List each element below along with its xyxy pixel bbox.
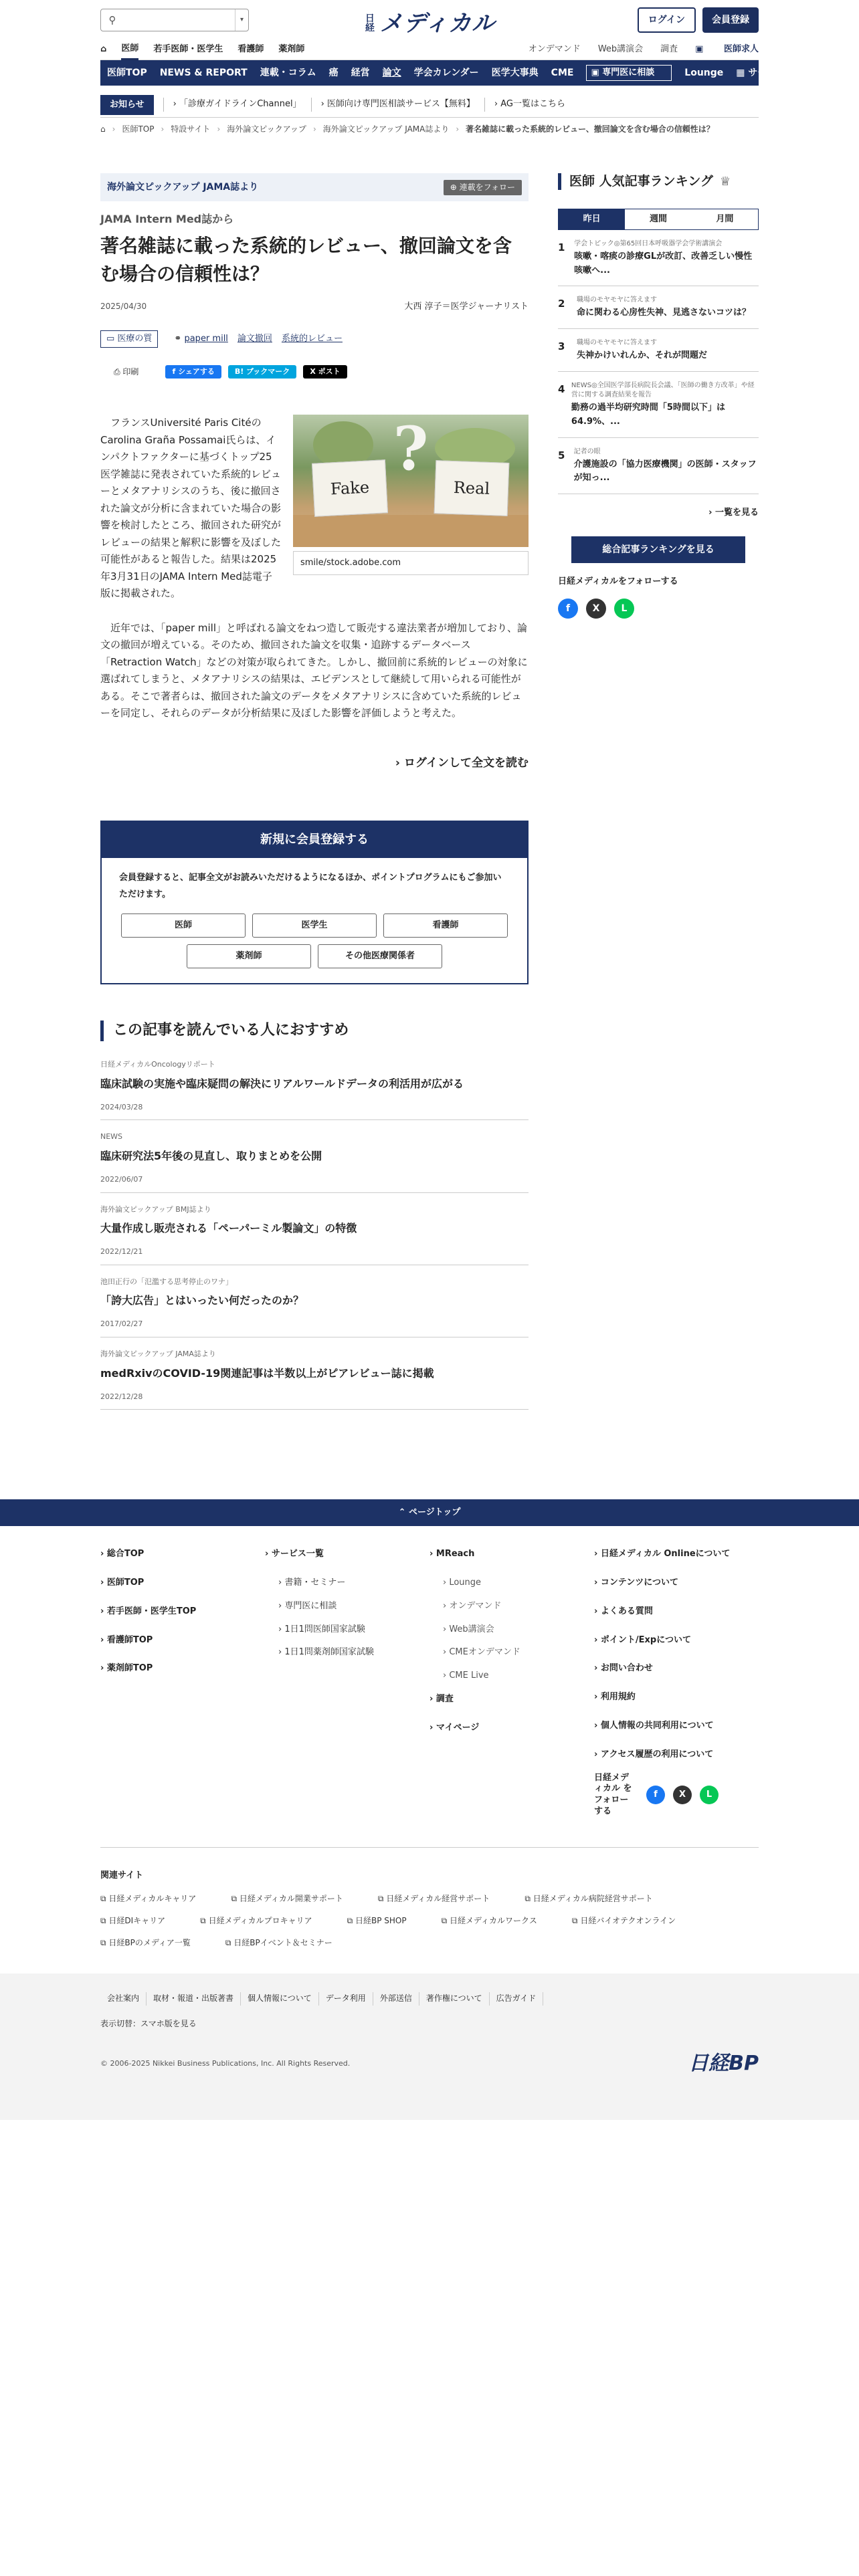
- search-icon[interactable]: ⚲: [108, 14, 116, 26]
- display-switch[interactable]: 表示切替：スマホ版を見る: [100, 2018, 197, 2028]
- notice-label: お知らせ: [100, 95, 154, 115]
- related-link[interactable]: ⧉ 日経メディカル病院経営サポート: [524, 1893, 653, 1903]
- ranking-tabs: [558, 209, 759, 230]
- nav2-cancer[interactable]: 癌: [328, 67, 339, 78]
- footer-link[interactable]: › 若手医師・医学生TOP: [100, 1606, 197, 1616]
- register-student-button[interactable]: 医学生: [252, 914, 377, 938]
- logo-nikkei: 日経: [365, 13, 375, 34]
- top-bar: [100, 0, 759, 40]
- follow-series-button[interactable]: ⊕ 連載をフォロー: [444, 180, 522, 195]
- nav2-column[interactable]: 連載・コラム: [260, 67, 316, 78]
- ranking-item[interactable]: [558, 230, 759, 287]
- recommend-item[interactable]: [100, 1348, 529, 1410]
- footer-link[interactable]: › 看護師TOP: [100, 1634, 153, 1645]
- facebook-icon[interactable]: f: [558, 599, 578, 619]
- related-link[interactable]: ⧉ 日経メディカル経営サポート: [377, 1893, 490, 1903]
- footer-sublink[interactable]: › CME Live: [443, 1671, 489, 1681]
- notice-text: 医師向け専門医相談サービス【無料】: [326, 99, 475, 110]
- footer-link[interactable]: › よくある質問: [594, 1606, 653, 1616]
- ranking-sidebar: [558, 173, 759, 1420]
- search-input[interactable]: [124, 10, 235, 30]
- bottom-link[interactable]: 取材・報道・出版著書: [147, 1992, 241, 2005]
- nav-pharmacist[interactable]: 薬剤師: [278, 44, 305, 55]
- notice-item[interactable]: › AG一覧はこちら: [484, 98, 565, 112]
- series-title[interactable]: 海外論文ピックアップ JAMA誌より: [107, 181, 259, 193]
- register-pharmacist-button[interactable]: 薬剤師: [187, 944, 311, 968]
- rank-number: 3: [558, 340, 565, 353]
- read-more-label: ログインして全文を読む: [403, 756, 529, 770]
- crumb-home[interactable]: ⌂: [100, 124, 106, 134]
- article-source: JAMA Intern Med誌から: [100, 213, 234, 226]
- login-read-more-link[interactable]: › ログインして全文を読む: [395, 756, 529, 770]
- recommend-category: 日経メディカルOncologyリポート: [100, 1060, 215, 1069]
- footer-link[interactable]: › ポイント/Expについて: [594, 1634, 691, 1645]
- rank-number: 4: [558, 383, 565, 396]
- nav2-management[interactable]: 経営: [351, 67, 370, 78]
- x-post-button[interactable]: X ポスト: [303, 365, 347, 379]
- facebook-icon[interactable]: f: [646, 1786, 665, 1804]
- ranking-title: 医師 人気記事ランキング: [569, 174, 714, 189]
- notice-item[interactable]: › 医師向け専門医相談サービス【無料】: [311, 98, 475, 112]
- nav2-papers[interactable]: 論文: [382, 67, 401, 78]
- related-link[interactable]: ⧉ 日経DIキャリア: [100, 1916, 166, 1926]
- article-body: [100, 415, 529, 722]
- recommend-list: [100, 1059, 529, 1410]
- related-sites: [100, 1847, 759, 1959]
- nav2-consult[interactable]: ▣ 専門医に相談: [586, 65, 672, 82]
- nav2-doctor-top[interactable]: 医師TOP: [107, 67, 147, 78]
- article-paragraph: フランスUniversité Paris CitéのCarolina Graña Possamai氏らは、インパクトファクターに基づくトップ25医学雑誌に発表されていた系統的レビューとメタアナリシスのうち、後に撤回された論文が分析に含まれていた場合の影響を検討したところ、撤回された研究がレビューの結果と解釈に影響を及ぼした可能性があると報告した。結果は2025年3月31日のJAMA Intern Med誌電子版に掲載された。: [100, 417, 282, 600]
- footer-col-3: [430, 1547, 594, 1832]
- nav-web-lecture[interactable]: Web講演会: [597, 44, 644, 55]
- related-link[interactable]: ⧉ 日経メディカルキャリア: [100, 1893, 197, 1903]
- real-card: Real: [434, 460, 510, 516]
- notice-text: AG一覧はこちら: [500, 99, 566, 110]
- crumb-current: 著名雑誌に載った系統的レビュー、撤回論文を含む場合の信頼性は？: [466, 124, 714, 134]
- crown-icon: ♕: [720, 174, 731, 189]
- home-icon[interactable]: ⌂: [100, 44, 107, 55]
- share-bar: [100, 365, 529, 379]
- recommend-date: 2017/02/27: [100, 1319, 143, 1329]
- footer-sublink[interactable]: › 1日1問薬剤師国家試験: [278, 1647, 374, 1658]
- notice-text: 「診療ガイドラインChannel」: [179, 99, 302, 110]
- recommend-date: 2024/03/28: [100, 1102, 143, 1111]
- x-icon[interactable]: X: [586, 599, 606, 619]
- print-label: 印刷: [122, 366, 139, 377]
- recommend-title[interactable]: medRxivのCOVID-19関連記事は半数以上がピアレビュー誌に掲載: [100, 1366, 434, 1380]
- footer-sns: [594, 1773, 759, 1818]
- footer-sublink[interactable]: › 専門医に相談: [278, 1600, 337, 1611]
- footer-link[interactable]: › お問い合わせ: [594, 1663, 653, 1674]
- crumb-item[interactable]: 海外論文ピックアップ: [227, 124, 306, 134]
- related-link[interactable]: ⧉ 日経メディカル開業サポート: [231, 1893, 343, 1903]
- recommend-date: 2022/06/07: [100, 1175, 143, 1184]
- footer-sublink[interactable]: › CMEオンデマンド: [443, 1647, 520, 1658]
- footer-sublink[interactable]: › Web講演会: [443, 1624, 494, 1634]
- rank-category: 学会トピック◎第65回日本呼吸器学会学術講演会: [574, 239, 723, 247]
- footer-link[interactable]: › 利用規約: [594, 1692, 636, 1703]
- rank-title[interactable]: 介護施設の「協力医療機関」の医師・スタッフが知っ...: [573, 459, 757, 484]
- recommend-category: NEWS: [100, 1132, 123, 1142]
- ranking-item[interactable]: [558, 329, 759, 372]
- follow-label: 連載をフォロー: [459, 182, 515, 192]
- nav-ondemand[interactable]: オンデマンド: [528, 44, 581, 55]
- notice-bar: [100, 92, 759, 118]
- recommend-category: 池田正行の「氾濫する思考停止のワナ」: [100, 1277, 233, 1286]
- article-title: 著名雑誌に載った系統的レビュー、撤回論文を含む場合の信頼性は？: [100, 234, 512, 285]
- fake-card: Fake: [312, 460, 388, 518]
- search-box[interactable]: [100, 9, 249, 31]
- bottom-link[interactable]: 広告ガイド: [490, 1992, 544, 2005]
- page-top-label: ページトップ: [409, 1507, 461, 1518]
- crumb-item[interactable]: 特設サイト: [171, 124, 211, 134]
- register-button[interactable]: 会員登録: [702, 7, 759, 33]
- notice-item[interactable]: › 「診療ガイドラインChannel」: [163, 98, 302, 112]
- rank-category: NEWS◎全国医学部長病院長会議、「医師の働き方改革」や経営に関する調査結果を報告: [571, 382, 755, 399]
- login-button[interactable]: ログイン: [638, 7, 696, 33]
- nav2-service-label: サービス: [748, 67, 786, 78]
- ranking-more-link[interactable]: › 一覧を見る: [708, 508, 759, 518]
- recommend-item[interactable]: [100, 1204, 529, 1265]
- rank-number: 2: [558, 298, 565, 310]
- line-icon[interactable]: L: [614, 599, 634, 619]
- rank-title[interactable]: 失神かけいれんか、それが問題だ: [577, 350, 708, 361]
- line-icon[interactable]: L: [700, 1786, 719, 1804]
- ranking-heading: [558, 173, 759, 190]
- rank-title[interactable]: 勤務の過半均研究時間「5時間以下」は64.9%、...: [571, 403, 725, 427]
- related-title: 関連サイト: [100, 1870, 144, 1881]
- recommend-category: 海外論文ピックアップ BMJ誌より: [100, 1204, 211, 1214]
- rank-number: 5: [558, 449, 565, 461]
- member-title: 新規に会員登録する: [102, 822, 527, 858]
- related-link[interactable]: ⧉ 日経バイオテクオンライン: [571, 1916, 676, 1926]
- nav-job-label: 医師求人: [723, 44, 759, 55]
- category-tag[interactable]: ▭ 医療の質: [100, 330, 158, 348]
- bottom-bar: [0, 1973, 859, 2119]
- related-link[interactable]: ⧉ 日経BPのメディア一覧: [100, 1938, 191, 1948]
- footer-sublink[interactable]: › 書籍・セミナー: [278, 1577, 346, 1588]
- rank-category: 職場のモヤモヤに答えます: [577, 296, 657, 304]
- nav-job[interactable]: ▣ 医師求人: [695, 40, 759, 60]
- nav-nurse[interactable]: 看護師: [237, 44, 264, 55]
- main-nav: [100, 60, 786, 86]
- footer-link[interactable]: › 調査: [430, 1693, 454, 1704]
- category-tag-label: 医療の質: [117, 333, 153, 344]
- nav-young[interactable]: 若手医師・医学生: [153, 44, 223, 55]
- related-link[interactable]: ⧉ 日経BP SHOP: [347, 1916, 407, 1926]
- footer-sublink[interactable]: › オンデマンド: [443, 1600, 502, 1611]
- page-top-button[interactable]: ⌃ ページトップ: [0, 1499, 859, 1526]
- all-ranking-button[interactable]: 総合記事ランキングを見る: [571, 536, 745, 563]
- bottom-link[interactable]: 会社案内: [100, 1992, 147, 2005]
- related-link[interactable]: ⧉ 日経BPイベント＆セミナー: [225, 1938, 332, 1948]
- footer-link[interactable]: › 日経メディカル Onlineについて: [594, 1549, 731, 1560]
- recommend-heading: この記事を読んでいる人におすすめ: [100, 1021, 529, 1041]
- sns-links: [558, 599, 759, 619]
- footer-link[interactable]: › アクセス履歴の利用について: [594, 1749, 714, 1759]
- chevron-down-icon[interactable]: ▾: [235, 9, 248, 31]
- bottom-link[interactable]: 個人情報について: [241, 1992, 319, 2005]
- x-icon[interactable]: X: [673, 1786, 692, 1804]
- follow-label: 日経メディカルをフォローする: [558, 576, 678, 587]
- member-text: 会員登録すると、記事全文がお読みいただけるようになるほか、ポイントプログラムにもご参加いただけます。: [119, 873, 502, 899]
- article-image: [293, 415, 529, 547]
- footer-link[interactable]: › 医師TOP: [100, 1577, 145, 1588]
- nav-doctor[interactable]: 医師: [121, 39, 138, 61]
- recommend-title[interactable]: 大量作成し販売される「ペーパーミル製論文」の特徴: [100, 1222, 357, 1235]
- facebook-share-button[interactable]: f シェアする: [165, 365, 221, 379]
- footer-link[interactable]: › サービス一覧: [265, 1549, 324, 1560]
- tab-monthly[interactable]: 月間: [716, 213, 734, 224]
- ranking-item[interactable]: [558, 286, 759, 329]
- tag-icon: ⚭: [174, 333, 185, 344]
- tag-list: [100, 330, 529, 348]
- tab-yesterday[interactable]: 昨日: [559, 209, 625, 229]
- series-banner: [100, 173, 529, 201]
- recommend-date: 2022/12/21: [100, 1247, 143, 1257]
- nav2-dictionary[interactable]: 医学大事典: [491, 67, 539, 78]
- tag-link[interactable]: paper mill: [184, 333, 228, 344]
- nav-survey[interactable]: 調査: [660, 44, 678, 55]
- rank-category: 記者の眼: [573, 447, 601, 455]
- article-column: [100, 173, 529, 1420]
- tag-link[interactable]: 系統的レビュー: [281, 333, 343, 344]
- article-author: 大西 淳子＝医学ジャーナリスト: [404, 301, 529, 312]
- footer-link[interactable]: › コンテンツについて: [594, 1577, 678, 1588]
- recommend-title[interactable]: 「誇大広告」とはいったい何だったのか？: [100, 1294, 304, 1307]
- footer-col-4: [594, 1547, 759, 1832]
- recommend-date: 2022/12/28: [100, 1392, 143, 1401]
- ranking-more-label: 一覧を見る: [714, 508, 759, 518]
- rank-title[interactable]: 咳嗽・喀痰の診療GLが改訂、改善乏しい慢性咳嗽へ...: [574, 251, 753, 276]
- nav2-service[interactable]: ▦ サービス: [736, 67, 786, 78]
- tab-weekly[interactable]: 週間: [649, 213, 667, 224]
- footer-link[interactable]: › 総合TOP: [100, 1549, 145, 1560]
- footer: [100, 1526, 759, 1959]
- crumb-item[interactable]: 医師TOP: [122, 124, 155, 134]
- footer-follow-label: 日経メディカル をフォローする: [594, 1772, 632, 1817]
- logo-medical: メディカル: [379, 10, 496, 37]
- bottom-link[interactable]: 著作権について: [419, 1992, 490, 2005]
- footer-link[interactable]: › マイページ: [430, 1722, 480, 1733]
- article-date: 2025/04/30: [100, 301, 147, 311]
- register-nurse-button[interactable]: 看護師: [383, 914, 508, 938]
- crumb-item[interactable]: 海外論文ピックアップ JAMA誌より: [322, 124, 450, 134]
- footer-link[interactable]: › 薬剤師TOP: [100, 1663, 153, 1674]
- member-register-box: [100, 821, 529, 984]
- nav2-lounge[interactable]: Lounge: [684, 67, 724, 78]
- nikkei-bp-logo[interactable]: 日経BP: [688, 2051, 759, 2075]
- nav2-consult-label: 専門医に相談: [602, 67, 655, 78]
- register-other-button[interactable]: その他医療関係者: [318, 944, 442, 968]
- audience-nav: [100, 40, 759, 60]
- fb-share-label: シェアする: [178, 367, 215, 377]
- bottom-link[interactable]: データ利用: [319, 1992, 373, 2005]
- footer-link[interactable]: › MReach: [430, 1549, 475, 1560]
- rank-title[interactable]: 命に関わる心房性失神、見逃さないコツは？: [577, 308, 751, 318]
- ranking-item[interactable]: [558, 372, 759, 438]
- bottom-link[interactable]: 外部送信: [373, 1992, 419, 2005]
- rank-category: 職場のモヤモヤに答えます: [577, 339, 657, 347]
- nav2-cme[interactable]: CME: [551, 67, 574, 78]
- article-figure: [293, 415, 529, 575]
- article-paragraph: 近年では、「paper mill」と呼ばれる論文をねつ造して販売する違法業者が増加しており、論文の撤回が増えている。そのため、撤回された論文を収集・追跡するデータベース「Retraction Watch」などの対策が取られてきた。しかし、撤回前に系統的レビューの対象に選ばれてしまうと、メタアナリシスの結果は、エビデンスとして継続して用いられる可能性がある。そこで著者らは、撤回された論文のデータをメタアナリシスに含めていた系統的レビューを同定し、それらのデータが分析結果に及ぼした影響を評価しようと考えた。: [100, 621, 528, 720]
- print-button[interactable]: ⎙ 印刷: [114, 366, 139, 377]
- footer-sublink[interactable]: › 1日1問医師国家試験: [278, 1624, 365, 1634]
- register-doctor-button[interactable]: 医師: [121, 914, 246, 938]
- footer-col-1: [100, 1547, 265, 1832]
- breadcrumb: ⌂ › 医師TOP › 特設サイト › 海外論文ピックアップ › 海外論文ピックアップ JAMA誌より › 著名雑誌に載った系統的レビュー、撤回論文を含む場合の信頼性は？: [100, 118, 759, 141]
- recommend-title[interactable]: 臨床試験の実施や臨床疑問の解決にリアルワールドデータの利活用が広がる: [100, 1077, 464, 1090]
- recommend-item[interactable]: [100, 1059, 529, 1120]
- recommend-title[interactable]: 臨床研究法5年後の見直し、取りまとめを公開: [100, 1150, 322, 1163]
- recommend-item[interactable]: [100, 1276, 529, 1337]
- nav2-news[interactable]: NEWS & REPORT: [159, 67, 248, 78]
- related-link[interactable]: ⧉ 日経メディカルプロキャリア: [200, 1916, 312, 1926]
- related-link[interactable]: ⧉ 日経メディカルワークス: [441, 1916, 537, 1926]
- rank-number: 1: [558, 241, 565, 253]
- copyright: © 2006-2025 Nikkei Business Publications, Inc. All Rights Reserved.: [100, 2059, 351, 2068]
- recommend-category: 海外論文ピックアップ JAMA誌より: [100, 1349, 216, 1358]
- question-mark-icon: ?: [393, 415, 429, 485]
- footer-sublink[interactable]: › Lounge: [443, 1577, 482, 1588]
- site-logo[interactable]: [364, 5, 495, 41]
- image-caption: smile/stock.adobe.com: [293, 551, 529, 575]
- footer-link[interactable]: › 個人情報の共同利用について: [594, 1720, 714, 1731]
- hatena-bookmark-button[interactable]: B! ブックマーク: [228, 365, 296, 379]
- nav2-calendar[interactable]: 学会カレンダー: [413, 67, 479, 78]
- tag-link[interactable]: 論文撤回: [237, 333, 272, 344]
- footer-col-2: [265, 1547, 430, 1832]
- recommend-item[interactable]: [100, 1131, 529, 1192]
- ranking-item[interactable]: [558, 438, 759, 495]
